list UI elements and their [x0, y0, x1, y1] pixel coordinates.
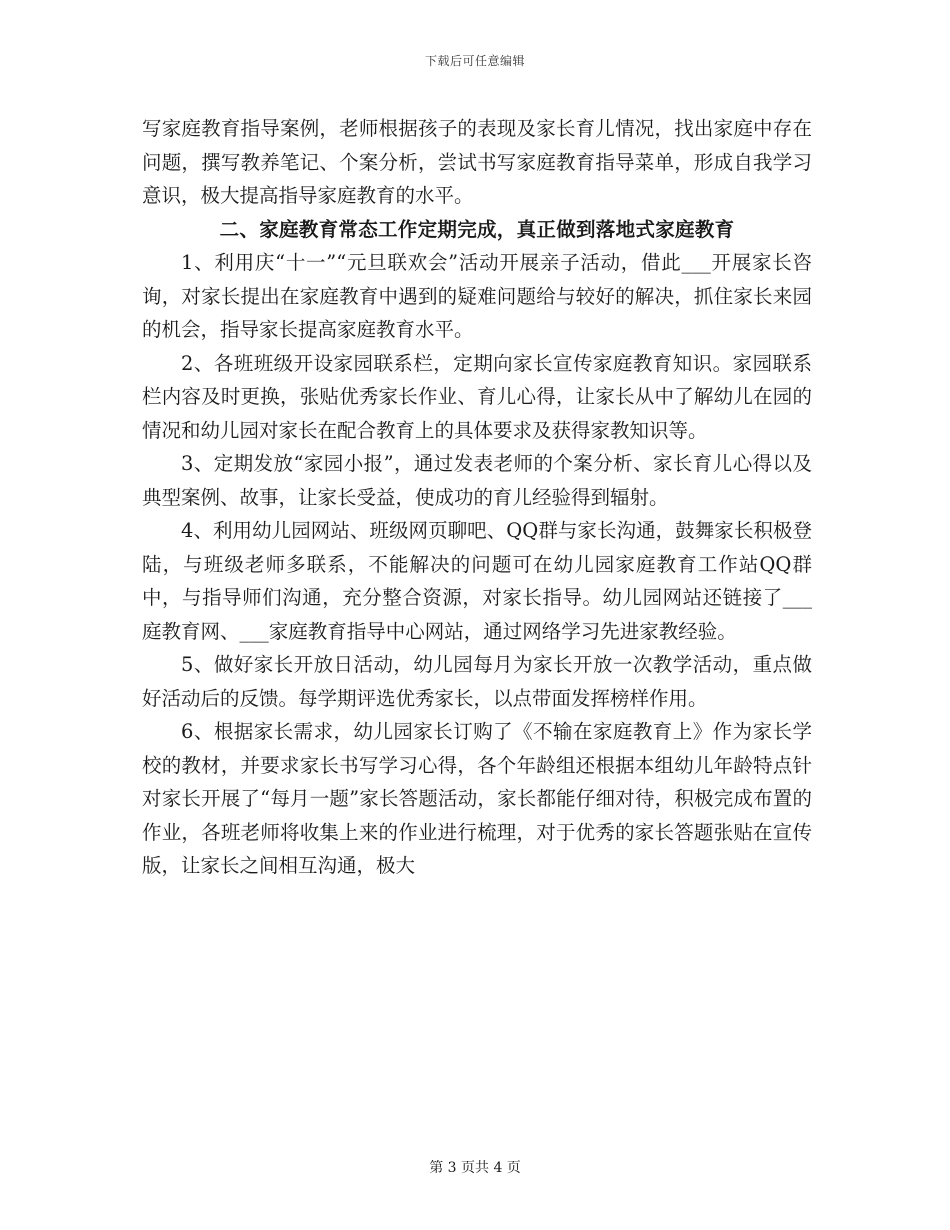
list-item: 1、利用庆“十一”“元旦联欢会”活动开展亲子活动，借此___开展家长咨询，对家长提出在家庭教育中遇到的疑难问题给与较好的解决，抓住家长来园的机会，指导家长提高家庭教育水平。 — [142, 251, 812, 341]
page-number: 第 3 页共 4 页 — [429, 1160, 521, 1176]
download-note: 下载后可任意编辑 — [424, 54, 525, 68]
list-item: 4、利用幼儿园网站、班级网页聊吧、QQ群与家长沟通，鼓舞家长积极登陆，与班级老师多联系，不能解决的问题可在幼儿园家庭教育工作站QQ群中，与指导师们沟通，充分整合资源，对家长指导。幼儿园网站还链接了___庭教育网、___家庭教育指导中心网站，通过网络学习先进家教经验。 — [142, 519, 812, 643]
list-item: 3、定期发放“家园小报”，通过发表老师的个案分析、家长育儿心得以及典型案例、故事，让家长受益，使成功的育儿经验得到辐射。 — [142, 452, 812, 509]
document-body — [142, 112, 812, 883]
section-heading: 二、家庭教育常态工作定期完成，真正做到落地式家庭教育 — [219, 217, 735, 241]
list-item: 6、根据家长需求，幼儿园家长订购了《不输在家庭教育上》作为家长学校的教材，并要求家长书写学习心得，各个年龄组还根据本组幼儿年龄特点针对家长开展了“每月一题”家长答题活动，家长都能仔细对待，积极完成布置的作业，各班老师将收集上来的作业进行梳理，对于优秀的家长答题张贴在宣传版，让家长之间相互沟通，极大 — [142, 720, 812, 877]
list-item: 2、各班班级开设家园联系栏，定期向家长宣传家庭教育知识。家园联系栏内容及时更换，张贴优秀家长作业、育儿心得，让家长从中了解幼儿在园的情况和幼儿园对家长在配合教育上的具体要求及获得家教知识等。 — [142, 351, 812, 442]
list-item: 5、做好家长开放日活动，幼儿园每月为家长开放一次教学活动，重点做好活动后的反馈。每学期评选优秀家长，以点带面发挥榜样作用。 — [142, 653, 812, 710]
lead-paragraph: 写家庭教育指导案例，老师根据孩子的表现及家长育儿情况，找出家庭中存在问题，撰写教养笔记、个案分析，尝试书写家庭教育指导菜单，形成自我学习意识，极大提高指导家庭教育的水平。 — [142, 117, 812, 207]
